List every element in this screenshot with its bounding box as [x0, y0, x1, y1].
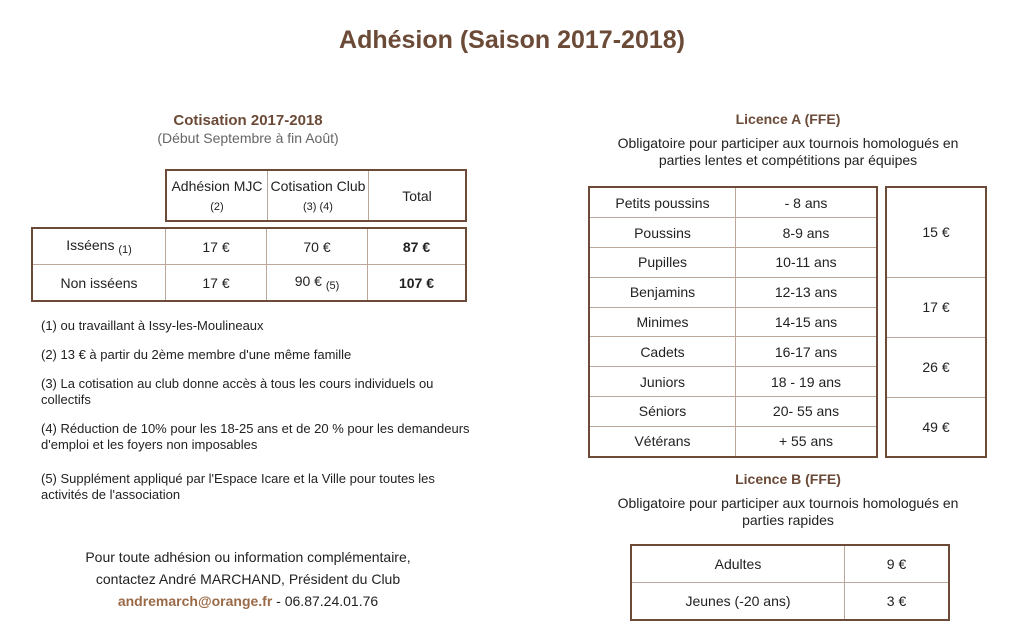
category-name: Pupilles: [589, 247, 736, 277]
licence-b-price: 9 €: [845, 545, 950, 583]
page-title: Adhésion (Saison 2017-2018): [339, 26, 685, 54]
category-name: Cadets: [589, 337, 736, 367]
category-name: Minimes: [589, 307, 736, 337]
category-name: Petits poussins: [589, 187, 736, 218]
price-cell: 17 €: [886, 277, 986, 337]
contact-phone: - 06.87.24.01.76: [272, 593, 379, 609]
licence-a-prices-table: [885, 186, 987, 458]
contact-block: [30, 546, 466, 612]
category-age: 14-15 ans: [736, 307, 878, 337]
category-age: 8-9 ans: [736, 218, 878, 248]
table-row: [589, 247, 877, 277]
category-age: + 55 ans: [736, 426, 878, 457]
cell-total: 107 €: [368, 265, 467, 302]
licence-a-title: Licence A (FFE): [735, 111, 841, 127]
price-cell: 26 €: [886, 337, 986, 397]
category-age: 16-17 ans: [736, 337, 878, 367]
category-name: Juniors: [589, 367, 736, 397]
table-row: [589, 187, 877, 218]
table-row: [589, 426, 877, 457]
header-adhesion: Adhésion MJC $_{(2)}$: [166, 170, 268, 221]
category-age: 20- 55 ans: [736, 396, 878, 426]
category-name: Poussins: [589, 218, 736, 248]
category-name: Séniors: [589, 396, 736, 426]
contact-line-1: Pour toute adhésion ou information complémentaire,: [85, 549, 411, 565]
cell-adhesion: 17 €: [166, 228, 267, 265]
header-total: Total: [369, 170, 467, 221]
notes: [41, 318, 471, 518]
category-name: Vétérans: [589, 426, 736, 457]
category-age: 18 - 19 ans: [736, 367, 878, 397]
row-label: Isséens $_{(1)}$: [32, 228, 166, 265]
header-cotisation: Cotisation Club $_{(3) (4)}$: [268, 170, 369, 221]
row-label: Non isséens: [32, 265, 166, 302]
table-row: [589, 367, 877, 397]
table-row: [631, 545, 949, 583]
table-row: [589, 277, 877, 307]
licence-b-name: Jeunes (-20 ans): [631, 583, 845, 621]
licence-b-table: [630, 544, 950, 621]
note-3: (3) La cotisation au club donne accès à tous les cours individuels ou collectifs: [41, 376, 434, 407]
licence-b-title: Licence B (FFE): [735, 471, 841, 487]
category-age: 12-13 ans: [736, 277, 878, 307]
table-row: [589, 218, 877, 248]
cell-cotisation: 70 €: [267, 228, 368, 265]
cell-cotisation: 90 € $_{(5)}$: [267, 265, 368, 302]
price-cell: 15 €: [886, 187, 986, 277]
contact-email-link[interactable]: andremarch@orange.fr: [117, 593, 273, 609]
price-cell: 49 €: [886, 397, 986, 457]
cell-adhesion: 17 €: [166, 265, 267, 302]
cotisation-header-table: [165, 169, 467, 222]
note-2: (2) 13 € à partir du 2ème membre d'une même famille: [41, 347, 352, 362]
category-name: Benjamins: [589, 277, 736, 307]
note-4: (4) Réduction de 10% pour les 18-25 ans et de 20 % pour les demandeurs d'emploi et les foyers non imposables: [41, 421, 470, 452]
table-row: [631, 583, 949, 621]
note-1: (1) ou travaillant à Issy-les-Moulineaux: [41, 318, 264, 333]
table-row: [589, 396, 877, 426]
table-row: [32, 265, 466, 302]
contact-line-2: contactez André MARCHAND, Président du Club: [95, 571, 401, 587]
category-age: 10-11 ans: [736, 247, 878, 277]
cotisation-subtitle: (Début Septembre à fin Août): [157, 130, 339, 146]
note-5: (5) Supplément appliqué par l'Espace Icare et la Ville pour toutes les activités de l'association: [41, 471, 435, 502]
cotisation-table: [31, 227, 467, 302]
table-row: [589, 307, 877, 337]
licence-a-table: [588, 186, 878, 458]
cotisation-title: Cotisation 2017-2018: [173, 112, 323, 129]
cell-total: 87 €: [368, 228, 467, 265]
licence-a-description: Obligatoire pour participer aux tournois homologués en parties lentes et compétitions par équipes: [617, 135, 959, 168]
category-age: - 8 ans: [736, 187, 878, 218]
table-row: [589, 337, 877, 367]
table-row: [32, 228, 466, 265]
licence-b-price: 3 €: [845, 583, 950, 621]
licence-b-description: Obligatoire pour participer aux tournois homologués en parties rapides: [617, 495, 959, 528]
licence-b-name: Adultes: [631, 545, 845, 583]
